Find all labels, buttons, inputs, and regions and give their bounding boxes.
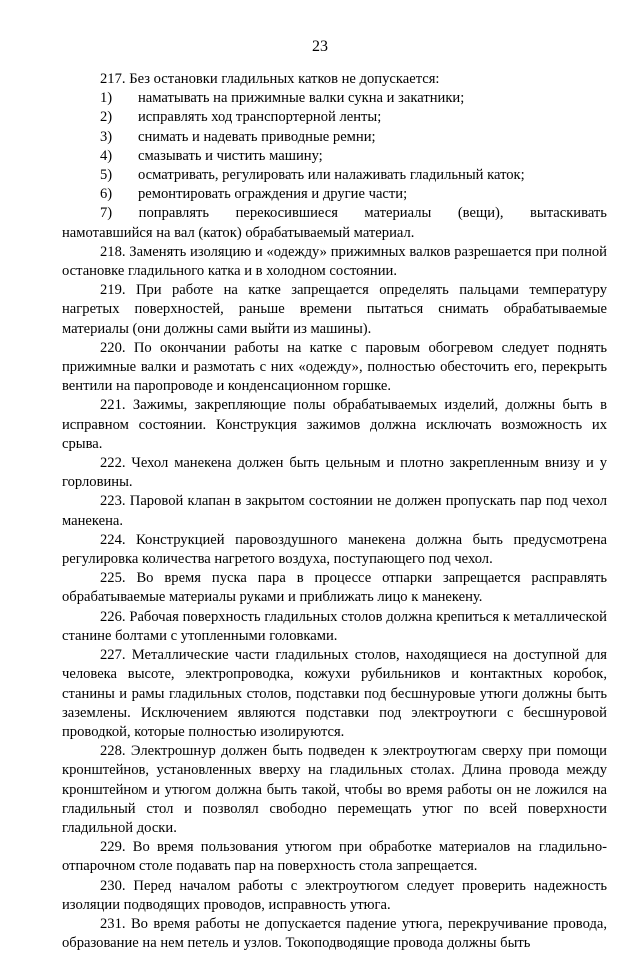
paragraph-228: 228. Электрошнур должен быть подведен к электроутюгам сверху при помощи кронштейнов, установленных вверху на гладильных столах. Длина провода между кронштейном и утюгом должна быть такой, чтобы во время работы он не ложился на гладильный стол и позволял свободно перемещать утюг по всей поверхности гладильной доски.	[62, 743, 607, 836]
list-item-number: 5)	[100, 167, 113, 184]
paragraph-220: 220. По окончании работы на катке с паровым обогревом следует поднять прижимные валки и размотать с них «одежду», полностью обесточить его, перекрыть вентили на паропроводе и конденсационном горшке.	[62, 339, 607, 395]
list-item-number: 1)	[100, 90, 113, 107]
paragraph-224: 224. Конструкцией паровоздушного манекена должна быть предусмотрена регулировка количества нагретого воздуха, поступающего под чехол.	[62, 531, 607, 568]
paragraph-225: 225. Во время пуска пара в процессе отпарки запрещается расправлять обрабатываемые материалы руками и приближать лицо к манекену.	[62, 570, 607, 606]
document-body	[62, 70, 607, 953]
list-item-number: 7)	[100, 205, 113, 222]
list-item-number: 4)	[100, 147, 113, 164]
list-item-text: ремонтировать ограждения и другие части;	[138, 186, 408, 203]
list-item	[62, 108, 607, 127]
list-item	[62, 185, 607, 204]
list-item-text: осматривать, регулировать или налаживать гладильный каток;	[138, 167, 525, 184]
list-item	[62, 89, 607, 108]
list-item-number: 2)	[100, 109, 113, 126]
list-item-text: снимать и надевать приводные ремни;	[138, 128, 376, 145]
word: материалы	[364, 205, 432, 222]
paragraph-227: 227. Металлические части гладильных столов, находящиеся на доступной для человека высоте, электропроводка, кожухи рубильников и контактных коробок, станины и рамы гладильных столов, подставки под бесшнуровые утюги должны быть заземлены. Исключением являются подставки под электроутюги с бесшнуровой проводкой, которые полностью изолируются.	[62, 647, 607, 740]
paragraph-226: 226. Рабочая поверхность гладильных столов должна крепиться к металлической станине болтами с утопленными головками.	[62, 608, 607, 644]
list-item-text: смазывать и чистить машину;	[138, 147, 323, 164]
list-item-7-first-line	[62, 204, 607, 223]
list-item	[62, 128, 607, 147]
paragraph-217-intro: 217. Без остановки гладильных катков не допускается:	[100, 71, 440, 87]
paragraph-229: 229. Во время пользования утюгом при обработке материалов на гладильно-отпарочном столе подавать пар на поверхность стола запрещается.	[62, 839, 607, 875]
word: вытаскивать	[530, 205, 607, 222]
list-item-7-continuation: намотавшийся на вал (каток) обрабатываемый материал.	[62, 224, 415, 241]
list-item	[62, 147, 607, 166]
list-item-text: исправлять ход транспортерной ленты;	[138, 109, 382, 126]
list-item	[62, 166, 607, 185]
word: перекосившиеся	[235, 205, 338, 222]
paragraph-231: 231. Во время работы не допускается падение утюга, перекручивание провода, образование на нем петель и узлов. Токоподводящие провода должны быть	[62, 915, 607, 952]
paragraph-223: 223. Паровой клапан в закрытом состоянии не должен пропускать пар под чехол манекена.	[62, 493, 607, 529]
page-number: 23	[312, 38, 328, 55]
word: поправлять	[138, 205, 210, 222]
paragraph-222: 222. Чехол манекена должен быть цельным и плотно закрепленным внизу и у горловины.	[62, 455, 607, 491]
paragraph-219: 219. При работе на катке запрещается определять пальцами температуру нагретых поверхностей, раньше времени пытаться снимать обрабатываемые материалы (они должны сами выйти из машины).	[62, 282, 607, 337]
paragraph-230: 230. Перед началом работы с электроутюгом следует проверить надежность изоляции подводящих проводов, исправность утюга.	[62, 877, 607, 913]
list-item-number: 6)	[100, 186, 113, 203]
list-item-number: 3)	[100, 128, 113, 145]
paragraph-218: 218. Заменять изоляцию и «одежду» прижимных валков разрешается при полной остановке гладильного катка и в холодном состоянии.	[62, 243, 607, 280]
word: (вещи),	[457, 205, 504, 222]
list-item-text: наматывать на прижимные валки сукна и закатники;	[138, 90, 465, 107]
paragraph-221: 221. Зажимы, закрепляющие полы обрабатываемых изделий, должны быть в исправном состоянии. Конструкция зажимов должна исключать возможность их срыва.	[62, 397, 607, 452]
